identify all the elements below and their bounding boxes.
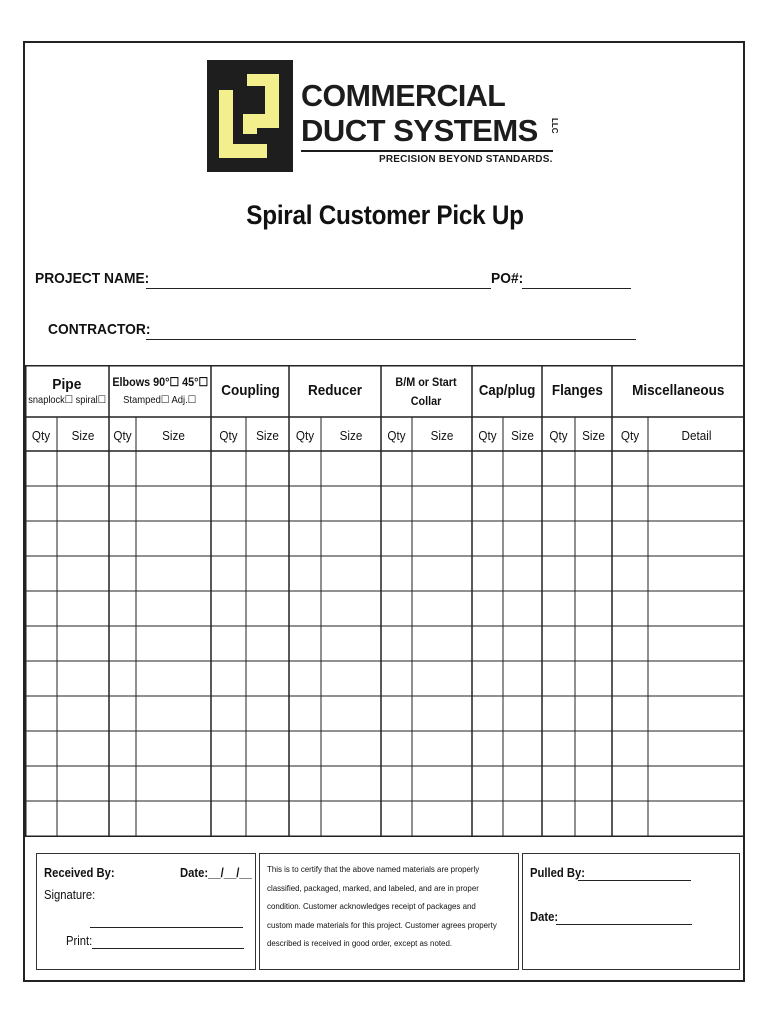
subheader-qty: Qty	[31, 427, 51, 443]
subheader-qty: Qty	[620, 427, 640, 443]
po-label: PO#:	[491, 270, 524, 287]
subheader-qty: Qty	[113, 427, 132, 443]
subheader-qty: Qty	[219, 427, 238, 443]
logo-mark-icon	[207, 60, 293, 172]
header-coupling-title: Coupling	[220, 382, 280, 400]
form-title: Spiral Customer Pick Up	[246, 200, 524, 230]
header-collar-title: Collar	[411, 393, 442, 408]
header-pipe-title: Pipe	[52, 375, 82, 393]
header-misc	[612, 366, 745, 417]
header-flanges	[542, 366, 612, 417]
signature-field[interactable]	[90, 927, 243, 928]
logo-name-line2: DUCT SYSTEMS	[301, 113, 538, 148]
header-bm-collar	[381, 366, 472, 417]
subheader-size: Size	[511, 427, 534, 443]
logo-name-line1: COMMERCIAL	[301, 78, 506, 113]
certification-text: This is to certify that the above named materials are properly classified, packaged, marked, and labeled, and are in proper condition. Customer acknowledges receipt of packages and custom made materials for this project. Customer agrees property described is received in good order, except as noted.	[267, 864, 497, 949]
header-bm-title: B/M or Start	[395, 374, 458, 389]
header-capplug	[472, 366, 542, 417]
subheader-size: Size	[582, 427, 605, 443]
subheader-qty: Qty	[549, 427, 568, 443]
contractor-field[interactable]	[146, 339, 636, 340]
received-date-field[interactable]: Date:__/__/__	[180, 866, 252, 880]
header-elbows-title: Elbows 90°☐ 45°☐	[112, 375, 208, 390]
subheader-qty: Qty	[295, 427, 315, 443]
subheader-qty: Qty	[387, 427, 406, 443]
header-pipe-options: snaplock☐ spiral☐	[28, 394, 106, 407]
header-misc-title: Miscellaneous	[632, 382, 725, 400]
header-elbows	[109, 366, 211, 417]
header-elbows-options: Stamped☐ Adj.☐	[123, 394, 197, 407]
logo-rule	[301, 150, 553, 152]
signature-label: Signature:	[44, 888, 96, 902]
logo-tagline: PRECISION BEYOND STANDARDS.	[379, 154, 553, 165]
print-field[interactable]	[92, 948, 244, 949]
pulled-date-label: Date:	[530, 910, 559, 924]
subheader-size: Size	[71, 427, 95, 443]
pulled-by-field[interactable]	[578, 880, 691, 881]
subheader-size: Size	[162, 427, 185, 443]
subheader-qty: Qty	[478, 427, 497, 443]
logo-llc: LLC	[550, 118, 559, 134]
header-capplug-title: Cap/plug	[478, 382, 536, 400]
header-coupling	[211, 366, 289, 417]
po-field[interactable]	[522, 288, 631, 289]
pulled-date-field[interactable]	[556, 924, 692, 925]
header-reducer-title: Reducer	[307, 382, 363, 400]
subheader-size: Size	[339, 427, 363, 443]
project-name-label: PROJECT NAME:	[35, 270, 150, 287]
subheader-detail: Detail	[681, 427, 712, 443]
header-pipe	[25, 366, 109, 417]
pulled-by-label: Pulled By:	[530, 866, 586, 880]
subheader-size: Size	[256, 427, 279, 443]
header-flanges-title: Flanges	[551, 382, 603, 400]
subheader-size: Size	[430, 427, 454, 443]
received-by-label: Received By:	[44, 866, 115, 880]
contractor-label: CONTRACTOR:	[48, 321, 151, 338]
company-logo	[207, 60, 567, 172]
print-label: Print:	[66, 934, 93, 948]
project-name-field[interactable]	[146, 288, 491, 289]
header-reducer	[289, 366, 381, 417]
